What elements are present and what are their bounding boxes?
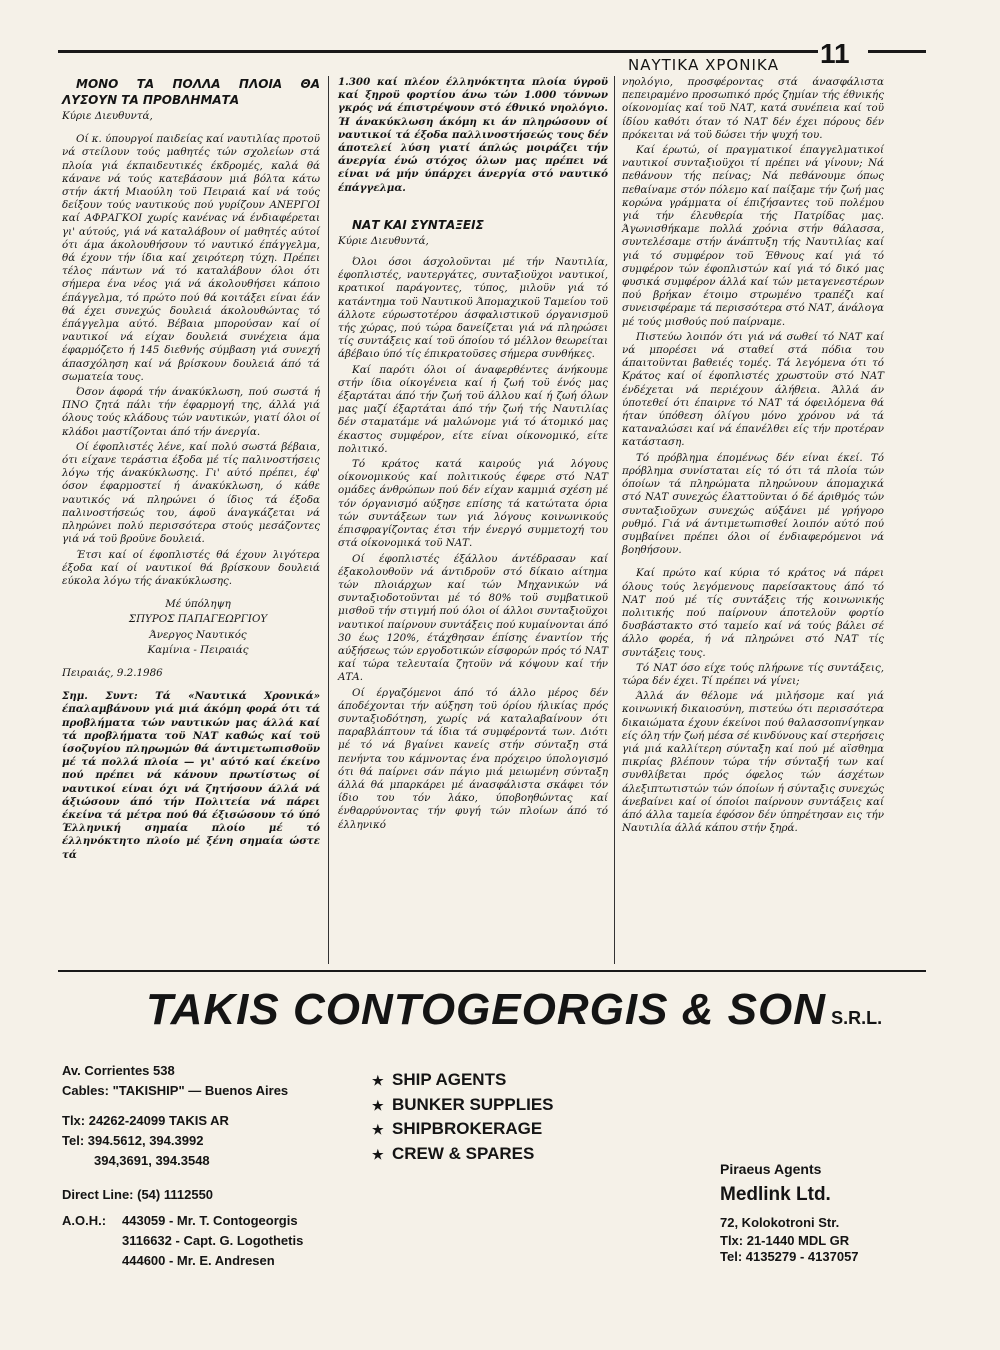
article1-paragraph: Όσον άφορά τήν άνακύκλωση, πού σωστά ή ΠΝΟ ζητά πάλι τήν έφαρμογή της, άλλά γιά όλους τούς κλάδους τών ναυτικών, γιατί όλοι οί κλάδοι μαστίζονται άπό τήν άνεργία. — [62, 386, 320, 438]
article2-paragraph: Καί έρωτώ, οί πραγματικοί έπαγγελματικοί ναυτικοί συνταξιοϋχοι τί πρέπει νά γίνουν; Νά πεθάνουν τής πείνας; Νά πεθάνουμε όπως πεθαίναμε στόν πόλεμο καί παίξαμε τήν ζωή μας κορώνα γράμματα οί έπιζήσαντες τοϋ πολέμου γιά τήν έλευθερία τής Πατρίδας μας. Άγωνισθήκαμε πολλά χρόνια στήν θάλασσα, συντελέσαμε στήν άνάπτυξη τής Ναυτιλίας καί γιά τό συμφέρον τοϋ Έθνους καί γιά τό συμφέρον τών έφοπλιστών καί γιά τό δικό μας φυσικά συμφέρον άλλά καί τών μεταγενεστέρων πού βρήκαν έτοιμο στρωμένο τραπέζι καί συνεισφέραμε τά περισσότερα στό ΝΑΤ, άνάλογα μέ τούς μισθούς πού παίρναμε. — [622, 144, 884, 328]
ad-direct-line: Direct Line: (54) 1112550 — [62, 1187, 214, 1202]
ad-piraeus-address: 72, Kolokotroni Str. — [720, 1215, 840, 1230]
article1-title: ΜΟΝΟ ΤΑ ΠΟΛΛΑ ΠΛΟΙΑ ΘΑ ΛΥΣΟΥΝ ΤΑ ΠΡΟΒΛΗΜΑΤΑ — [62, 77, 320, 107]
star-icon: ★ — [372, 1122, 384, 1137]
ad-piraeus-label: Piraeus Agents — [720, 1161, 822, 1177]
article1-salutation: Κύριε Διευθυντά, — [62, 110, 153, 122]
signature-line: Καμίνια - Πειραιάς — [147, 643, 249, 656]
article2-salutation: Κύριε Διευθυντά, — [338, 234, 429, 247]
ad-aoh-contact: 444600 - Mr. E. Andresen — [122, 1253, 275, 1268]
article-column-3 — [622, 76, 884, 837]
article2-paragraph: Τό κράτος κατά καιρούς γιά λόγους οίκονομικούς καί πολιτικούς έφερε στό ΝΑΤ ομάδες άνθρώπων πού δέν είχαν καμμιά σχέση μέ τόν όργανισμό αύξησε επίσης τά κατώτατα όρια τών συντάξεων των γιά λόγους κοινωνικούς έπισφραγίζοντας έτσι τήν ένεργό συμμετοχή του στά οίκονομικά τοϋ ΝΑΤ. — [338, 458, 608, 550]
ad-telephone-2: 394,3691, 394.3548 — [94, 1153, 210, 1168]
ad-address: Av. Corrientes 538 — [62, 1063, 175, 1078]
article2-paragraph: Καί παρότι όλοι οί άναφερθέντες άνήκουμε στήν ίδια οίκογένεια καί ή ζωή τοϋ ένός μας έξαρτάται άπό τήν ζωή τοϋ άλλου καί ή ζωή όλων μας μαζί έξαρτάται άπό τήν ζωή τής Ναυτιλίας δέν σταματάμε νά μαλώνομε γιά τό άτομικό μας έκαστος συμφέρον, είτε είναι οίκονομικό, είτε πολιτικό. — [338, 363, 608, 455]
article-column-2 — [338, 76, 608, 834]
ad-services-list — [372, 1068, 632, 1166]
article2-paragraph: Οί έργαζόμενοι άπό τό άλλο μέρος δέν άποδέχονται τήν αύξηση τοϋ όρίου ήλικίας πρός συνταξιοδότηση, χωρίς νά καταλαβαίνουν ότι παραβλάπτουν τά ίδια τά συμφέροντά των. Διότι μέ τό νά βγαίνει κανείς στήν σύνταξη στά πενήντα του κάμνοντας ένα πρόχειρο ύπολογισμό ότι θά παίρνει σάν πάγιο μιά μειωμένη σύνταξη άλλά θά μπαρκάρει μέ άνασφάλιστα σκάφει τόν ίδιο του τόν λάκο, ύποβοηθώντας καί ένθαρρύνοντας τήν φυγή τών πλοίων άπό τό έλληνικό — [338, 686, 608, 831]
ad-telex: Tlx: 24262-24099 TAKIS AR — [62, 1113, 229, 1128]
ad-service-item: ★ CREW & SPARES — [372, 1142, 632, 1167]
signature-line: Μέ ύπόληψη — [165, 598, 231, 611]
article2-paragraph: Τό ΝΑΤ όσο είχε τούς πλήρωνε τίς συντάξεις, τώρα δέν έχει. Τί πρέπει νά γίνει; — [622, 661, 884, 687]
ad-piraeus-telephone: Tel: 4135279 - 4137057 — [720, 1249, 859, 1264]
star-icon: ★ — [372, 1097, 384, 1113]
place-date: Πειραιάς, 9.2.1986 — [62, 666, 163, 679]
article-column-1 — [62, 76, 320, 864]
ad-aoh-contact: 443059 - Mr. T. Contogeorgis — [122, 1213, 298, 1228]
ad-piraeus-telex: Tlx: 21-1440 MDL GR — [720, 1233, 850, 1248]
ad-cables: Cables: "TAKISHIP" — Buenos Aires — [62, 1083, 289, 1098]
ad-company-suffix: S.R.L. — [831, 1008, 883, 1028]
editor-note-lead: Σημ. Συντ: — [62, 690, 138, 703]
article2-paragraph: Καί πρώτο καί κύρια τό κράτος νά πάρει όλους τούς λεγόμενους παρείσακτους άπό τό ΝΑΤ πού μέ τίς συντάξεις τής κοινωνικής πολιτικής πού παίρνουν άποτελοϋν φορτίο δυσβάστακτο στό ταμείο καί νά τούς βάλει σέ άλλο φορέα, ή νά πληρώνει στό ΝΑΤ τίς συντάξεις τους. — [622, 567, 884, 659]
article2-paragraph: νηολόγιο, προσφέροντας στά άνασφάλιστα πεπειραμένο προσωπικό πρός ζημίαν τής έθνικής οίκονομίας καί τοϋ ΝΑΤ, κατά συνέπεια καί τοϋ ίδίου καθότι όταν τό ΝΑΤ δέν έχει πόρους δέν πρόκειται νά τοϋ δώσει τήν ψυχή του. — [622, 76, 884, 141]
advertisement-rule — [58, 970, 926, 972]
article1-paragraph: Οί κ. ύπουργοί παιδείας καί ναυτιλίας προτοϋ νά στείλουν τούς μαθητές τών σχολείων στά πλοία γιά έκπαιδευτικές έκδρομές, καλά θά κάνανε νά τούς κατεβάσουν μιά βόλτα κάτω στήν άκτή Μιαούλη τοϋ Πειραιά καί νά τούς δείξουν τούς ναυτικούς πού γυρίζουν ΑΝΕΡΓΟΙ καί ΑΦΡΑΓΚΟΙ χωρίς κανένας νά ένδιαφέρεται γι' αύτούς, γιά νά καταλάβουν οί μαθητές αύτοί ότι άμα άκολουθήσουν τό ναυτικό έπάγγελμα, θά έχουν τήν ίδια καί χειρότερη τύχη. Πρέπει τέλος πάντων νά τό καταλάβουν όλοι ότι σήμερα ένα νέος γιά νά άκολουθήσει κάποιο έπάγγελμα, τό πρώτο πού θά κοιτάξει είναι έάν θά έχει συνεχώς δουλειά άκολουθώντας τό έπάγγελμα αύτό. Βέβαια μπορούσαν καί οί ναυτικοί νά είχαν δουλειά συνέχεια άμα έφαρμόζετο ή 145 διεθνής σύμβαση γιά συνεχή άπασχόληση καί νά βρίσκουν δουλειά άπό τά σωματεία τους. — [62, 133, 320, 383]
column-divider — [614, 76, 615, 964]
editor-note: Τά «Ναυτικά Χρονικά» έπαλαμβάνουν γιά μιά άκόμη φορά ότι τά προβλήματα τών ναυτικών μας άλλά καί τά προβλήματα τοϋ ΝΑΤ καθώς καί τοϋ ίσοζυγίου πληρωμών θά άντιμετωπισθοϋν μέ τά πολλά πλοία — γι' αύτό καί έκείνο πού πρέπει νά κάνουν πρωτίστως οί ναυτικοί είναι όχι νά ζητήσουν άλλά νά άξιώσουν άπό τήν Πολιτεία νά πάρει έκείνα τά μέτρα πού θά έξισώσουν τό ύπό Έλληνική σημαία πλοίο μέ τό έλληνόκτητο πλοίο μέ ξένη σημαία ώστε τά — [62, 690, 320, 861]
ad-service-item: ★ BUNKER SUPPLIES — [372, 1093, 632, 1118]
advertisement — [58, 975, 926, 1268]
ad-aoh-contact: 3116632 - Capt. G. Logothetis — [122, 1233, 304, 1248]
ad-aoh-label: A.O.H.: — [62, 1213, 107, 1228]
article2-paragraph: Άλλά άν θέλομε νά μιλήσομε καί γιά κοινωνική δικαιοσύνη, πιστεύω ότι περισσότερα δικαιώματα έχουν έκείνοι πού θαλασσοπνίγηκαν είς όλη τήν ζωή μέσα σέ κινδύνους καί στερήσεις γιά μιά καλλίτερη σύνταξη καί πού μέ αϊσθημα πικρίας βλέπουν τώρα τήν σύνταξή των καί συνθλίβεται πρός όφελος τών άσχέτων άλεξιπτωτιστών τών όποίων ή σύνταξις συνεχώς άνεβαίνει καί οί όποίοι παίρνουν συντάξεις καί άπό άλλα ταμεία έφόσον δέν ύπηρέτησαν εις τήν Ναυτιλία άλλά κάπου στήν ξηρά. — [622, 690, 885, 835]
article2-paragraph: Οί έφοπλιστές έξάλλου άντέδρασαν καί έξακολουθοϋν νά άντιδροϋν στό δίκαιο αίτημα τών πλοιάρχων καί τών Μηχανικών νά συνταξιοδοτοϋνται μέ τό 80% τοϋ συμβατικοϋ μισθοϋ τήν στιγμή πού όλοι οί άλλοι συνταξιοϋχοι ναυτικοί παίρνουν συντάξεις πού κυμαίνονται άπό 30 έως 120%, έτάχθησαν έπίσης έναντίον τής αύξήσεως τών εργοδοτικών είσφορών πρός τό ΝΑΤ καί τώρα τελευταία ζητοϋν νά κόψουν καί τήν ΑΤΑ. — [338, 552, 608, 684]
signature-name: ΣΠΥΡΟΣ ΠΑΠΑΓΕΩΡΓΙΟΥ — [128, 613, 268, 626]
editor-note-continued: 1.300 καί πλέον έλληνόκτητα πλοία ύγροϋ καί ξηροϋ φορτίου άνω τών 1.000 τόννων γκρός νά έπιστρέψουν στό έθνικό νηολόγιο. Ή άνακύκλωση άκόμη κι άν πληρώσουν οί ναυτικοί τά έξοδα παλλινοστήσεώς τους δέν άποτελεί λύση γιατί άπλώς μοιράζει τήν άνεργία ένώ στόχος όλων μας πρέπει νά είναι νά μήν ύπάρχει άνεργία στό ναυτικό έπάγγελμα. — [338, 76, 608, 194]
ad-company-name: TAKIS CONTOGEORGIS & SON — [146, 985, 826, 1034]
star-icon: ★ — [372, 1146, 384, 1162]
ad-piraeus-company: Medlink Ltd. — [720, 1184, 831, 1205]
star-icon: ★ — [372, 1073, 384, 1088]
article2-paragraph: Όλοι όσοι άσχολοϋνται μέ τήν Ναυτιλία, έφοπλιστές, ναυτεργάτες, συνταξιοϋχοι ναυτικοί, κρατικοί παράγοντες, τύπος, μιλοϋν γιά τό κατάντημα τοϋ Ναυτικοϋ Άπομαχικοϋ Ταμείου τοϋ άλλοτε εύρωστοτέρου άσφαλιστικοϋ όργανισμοϋ τής χώρας, πού τώρα δανείζεται γιά νά πληρώσει τίς συντάξεις καί τοϋ όποίου τό μέλλον θεωρείται άβέβαιο ύπό τίς έπικρατοϋσες σήμερα συνθήκες. — [338, 256, 608, 361]
article2-title: ΝΑΤ ΚΑΙ ΣΥΝΤΑΞΕΙΣ — [352, 217, 484, 232]
ad-telephone: Tel: 394.5612, 394.3992 — [62, 1133, 204, 1148]
ad-service-item: ★ SHIP AGENTS — [372, 1068, 632, 1093]
magazine-title: ΝΑΥΤΙΚΑ ΧΡΟΝΙΚΑ — [628, 56, 779, 74]
column-divider — [328, 76, 329, 964]
signature-line: Άνεργος Ναυτικός — [149, 628, 247, 641]
header-rule-right — [868, 50, 926, 53]
article2-paragraph: Πιστεύω λοιπόν ότι γιά νά σωθεί τό ΝΑΤ καί νά μπορέσει νά σταθεί στά πόδια του άπαιτοϋνται βαθειές τομές. Τά λεγόμενα ότι τό Κράτος καί οί έφοπλιστές χρωστοϋν στό ΝΑΤ ένδέχεται νά περιέχουν άλήθεια. Άλλά άν ύποτεθεί ότι έπαιρνε τό ΝΑΤ τά όφειλόμενα θά ήταν ύπόθεση όλίγου μόνο χρόνου νά τά καταναλώσει καί νά έπανέλθει είς τήν προτέραν κατάσταση. — [622, 330, 884, 449]
article2-paragraph: Τό πρόβλημα έπομένως δέν είναι έκεί. Τό πρόβλημα συνίσταται είς τό ότι τά πλοία τών όποίων τά πληρώματα πληρώνουν άπομαχικά στό ΝΑΤ συνεχώς έλαττοϋνται ό δέ άριθμός τών συνταξιοϋχων συνεχώς αύξάνει μέ γρήγορο ρυθμό. Γιά νά άντιμετωπισθεί λοιπόν αύτό πού συμβαίνει πρέπει όλοι οί ένδιαφερόμενοι νά βοηθήσουν. — [622, 451, 884, 557]
ad-service-item: ★ SHIPBROKERAGE — [372, 1117, 632, 1142]
article1-paragraph: Έτσι καί οί έφοπλιστές θά έχουν λιγότερα έξοδα καί οί ναυτικοί θά βρίσκουν δουλειά εύκολα λόγω τής άνακύκλωσης. — [62, 548, 320, 587]
page-number: 11 — [820, 38, 850, 69]
article1-paragraph: Οί έφοπλιστές λένε, καί πολύ σωστά βέβαια, ότι είχανε τεράστια έξοδα μέ τίς παλινοστήσεις λόγω τής άνακύκλωσης. Γι' αύτό πρέπει, έφ' όσον έφαρμοστεί ή άνακύκλωση, ό κάθε ναυτικός νά πληρώνει ό ίδιος τά έξοδα παλινοστήσεώς του, άφοϋ άναγκάζεται νά πληρώνει πολύ περισσότερα στούς μεσάζοντες γιά νά τοϋ βροϋνε δουλειά. — [62, 440, 320, 546]
header-rule-left — [58, 50, 818, 53]
